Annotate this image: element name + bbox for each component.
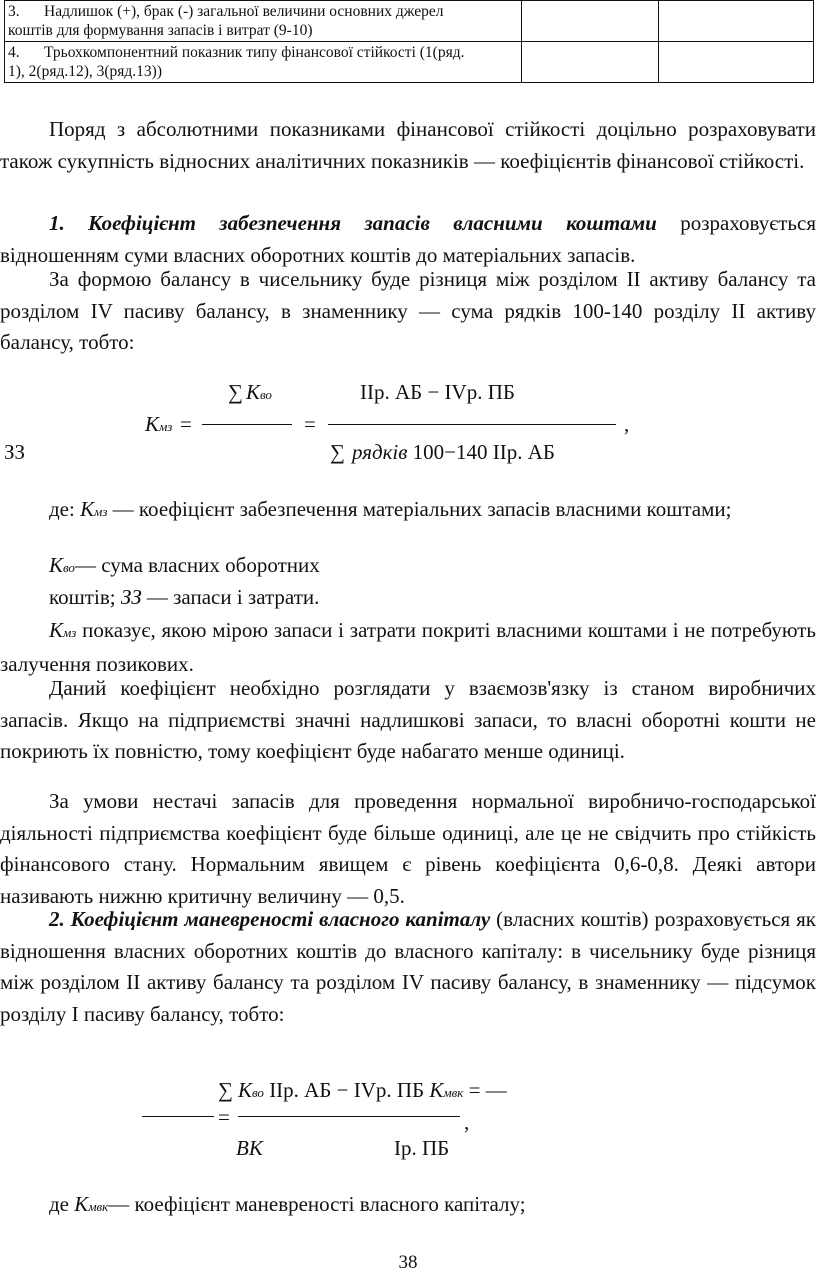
- symbol-kmz: Кмз: [80, 497, 108, 521]
- table-cell-empty: [659, 1, 814, 42]
- page-number: 38: [398, 1252, 418, 1273]
- paragraph-intro: Поряд з абсолютними показниками фінансової стійкості доцільно розраховувати також сукупність відносних аналітичних показників — коефіцієнтів фінансової стійкості.: [0, 117, 816, 173]
- coef2-heading: 2. Коефіцієнт маневреності власного капіталу: [49, 907, 491, 931]
- legend-kmvk: де Кмвк— коефіцієнт маневреності власного капіталу;: [49, 1192, 526, 1216]
- fraction-bar: [202, 424, 292, 425]
- formula1-equals-2: =: [304, 412, 316, 436]
- table-cell-empty: [521, 42, 658, 83]
- formula2-equals: =: [218, 1105, 230, 1129]
- paragraph-inventory: Даний коефіцієнт необхідно розглядати у взаємозв'язку із станом виробничих запасів. Якщо на підприємстві значні надлишкові запаси, то власні оборотні кошти не покриють їх повністю, тому коефіцієнт буде набагато менше одиниці.: [0, 676, 816, 763]
- formula1-numerator-text: ІІр. АБ − IVр. ПБ: [360, 380, 515, 404]
- row-number: 4.: [8, 44, 20, 61]
- formula1-equals: =: [180, 412, 192, 436]
- paragraph-legend-kmz: де: Кмз — коефіцієнт забезпечення матеріальних запасів власними коштами;: [49, 497, 732, 521]
- row-text-a: Надлишок (+), брак (-) загальної величини основних джерел: [44, 3, 444, 20]
- paragraph-kmz-meaning: Кмз показує, якою мірою запаси і затрати покриті власними коштами і не потребують залучення позикових.: [0, 618, 816, 676]
- sum-sign: ∑: [218, 1078, 233, 1102]
- fraction-bar: [142, 1116, 214, 1117]
- formula1-lhs: Кмз: [145, 412, 173, 436]
- row-text-a: Трьохкомпонентний показник типу фінансової стійкості (1(ряд.: [44, 44, 465, 61]
- coef1-heading: 1. Коефіцієнт забезпечення запасів власними коштами: [49, 211, 657, 235]
- fraction-bar: [328, 424, 616, 425]
- formula2-numerator: Кво ІІр. АБ − IVр. ПБ Кмвк = —: [238, 1078, 507, 1102]
- indicators-table: [4, 0, 814, 83]
- table-cell-empty: [521, 1, 658, 42]
- coef1-text: розраховується відношенням суми власних оборотних коштів до матеріальних запасів.: [0, 211, 816, 267]
- sum-sign: ∑: [228, 380, 243, 404]
- paragraph-coef1-definition: [0, 208, 816, 271]
- paragraph-coef2-definition: 2. Коефіцієнт маневреності власного капіталу (власних коштів) розраховується як відношення власних оборотних коштів до власного капіталу: в чисельнику буде різниця між розділом ІІ активу балансу та розділом IV пасиву балансу, в знаменнику — підсумок розділу І пасиву балансу, тобто:: [0, 907, 816, 1026]
- table-cell-description: [5, 1, 522, 42]
- formula2-denominator-vk: ВК: [236, 1136, 263, 1160]
- paragraph-shortage: За умови нестачі запасів для проведення нормальної виробничо-господарської діяльності підприємства коефіцієнт буде більше одиниці, але це не свідчить про стійкість фінансового стану. Нормальним явищем є рівень коефіцієнта 0,6-0,8. Деякі автори називають нижню критичну величину — 0,5.: [0, 789, 816, 908]
- sum-sign: ∑: [330, 440, 345, 464]
- row-number: 3.: [8, 3, 20, 20]
- formula2-comma: ,: [464, 1110, 470, 1134]
- legend-kvo: Кво— сума власних оборотних: [49, 553, 320, 577]
- row-text-b: 1), 2(ряд.12), 3(ряд.13)): [8, 63, 163, 80]
- formula1-comma: ,: [624, 412, 630, 436]
- formula1-numerator-symbol: Кво: [246, 380, 272, 404]
- fraction-bar: [238, 1116, 460, 1117]
- table-cell-empty: [659, 42, 814, 83]
- table-cell-description: [5, 42, 522, 83]
- table-row: [5, 1, 814, 42]
- formula1-denominator-left: ЗЗ: [4, 440, 26, 464]
- formula1-denominator-right: рядків 100−140 ІІр. АБ: [352, 440, 555, 464]
- row-text-b: коштів для формування запасів і витрат (9-10): [8, 22, 313, 39]
- paragraph-coef1-formula-intro: За формою балансу в чисельнику буде різниця між розділом ІІ активу балансу та розділом IV пасиву балансу, в знаменнику — сума рядків 100-140 розділу ІІ активу балансу, тобто:: [0, 267, 816, 354]
- formula2-denominator-ipb: Ір. ПБ: [394, 1136, 450, 1160]
- legend-zz: коштів; ЗЗ — запаси і затрати.: [49, 585, 320, 609]
- table-row: [5, 42, 814, 83]
